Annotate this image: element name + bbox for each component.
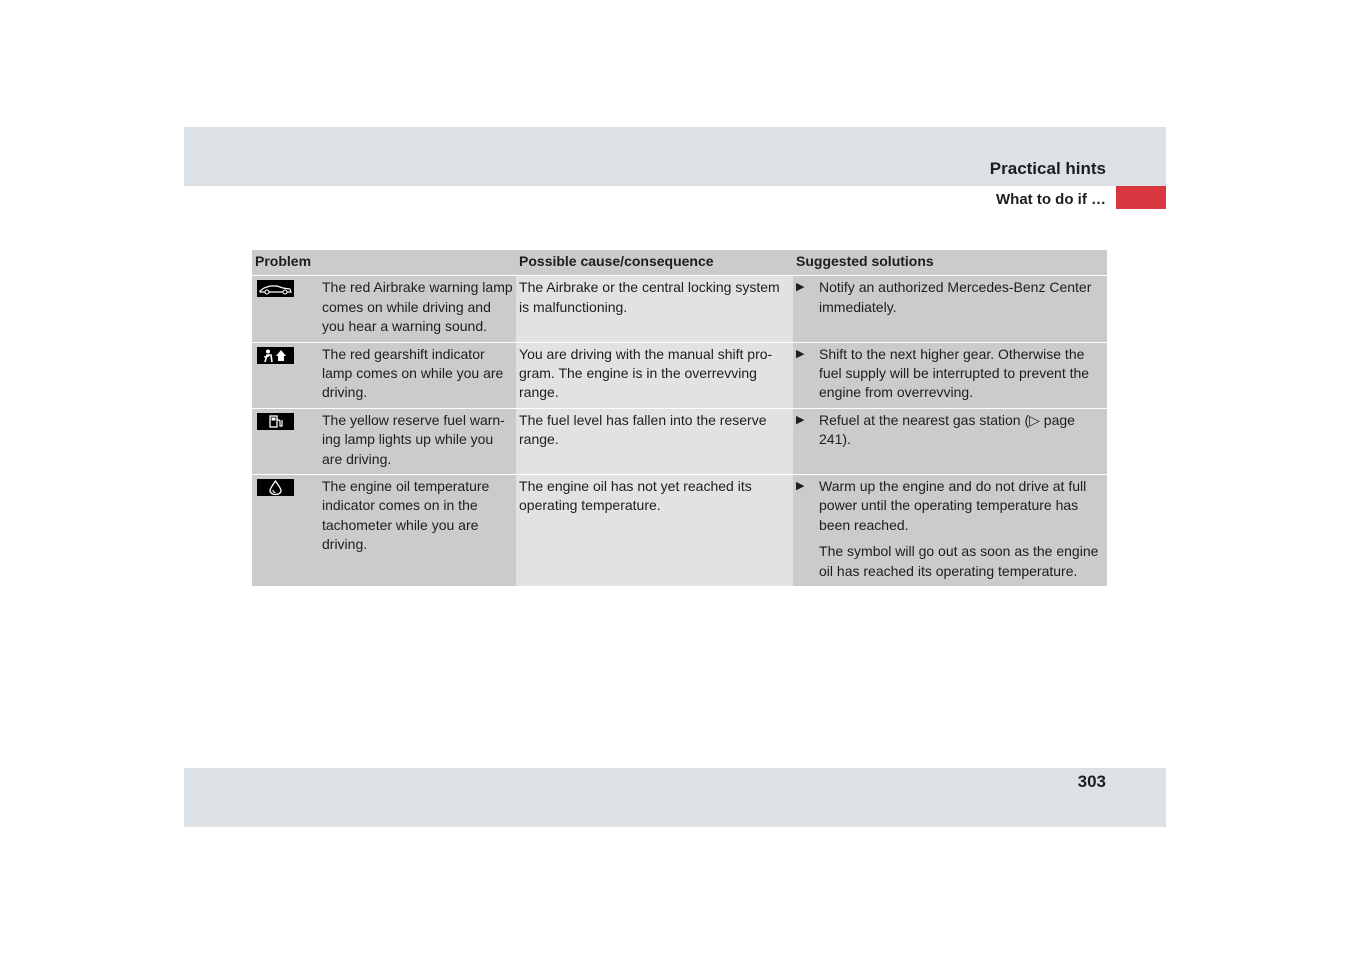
bullet-arrow-icon: ▶ xyxy=(796,413,805,426)
footer-band xyxy=(184,768,1166,827)
airbrake-warning-icon xyxy=(257,280,294,297)
solution-cell xyxy=(793,276,1107,342)
table-header-row xyxy=(252,250,1107,276)
problem-text: The engine oil temperature indicator comes on in the tachometer while you are driving. xyxy=(319,475,516,587)
table-row xyxy=(252,276,1107,342)
troubleshooting-table xyxy=(252,250,1107,586)
icon-cell xyxy=(252,408,319,474)
solution-cell xyxy=(793,475,1107,587)
solution-cell xyxy=(793,342,1107,408)
column-header-solutions: Suggested solutions xyxy=(793,250,1107,276)
page-number: 303 xyxy=(1077,772,1106,791)
icon-cell xyxy=(252,342,319,408)
icon-cell xyxy=(252,475,319,587)
cause-text: You are driving with the manual shift pro-gram. The engine is in the overrevving range. xyxy=(516,342,793,408)
column-header-cause: Possible cause/consequence xyxy=(516,250,793,276)
gearshift-indicator-icon xyxy=(257,347,294,364)
bullet-arrow-icon: ▶ xyxy=(796,281,805,294)
cause-text: The Airbrake or the central locking system is malfunctioning. xyxy=(516,276,793,342)
table-row xyxy=(252,475,1107,587)
icon-cell xyxy=(252,276,319,342)
bullet-arrow-icon: ▶ xyxy=(796,347,805,360)
oil-temperature-icon xyxy=(257,479,294,496)
solution-text: Notify an authorized Mercedes-Benz Center immediately. xyxy=(819,279,1092,315)
problem-text: The yellow reserve fuel warn-ing lamp lights up while you are driving. xyxy=(319,408,516,474)
solution-cell xyxy=(793,408,1107,474)
column-header-problem: Problem xyxy=(252,250,516,276)
reserve-fuel-icon xyxy=(257,413,294,430)
section-title: Practical hints xyxy=(989,159,1106,178)
subsection-title: What to do if … xyxy=(996,191,1106,208)
bullet-arrow-icon: ▶ xyxy=(796,480,805,493)
cause-text: The engine oil has not yet reached its operating temperature. xyxy=(516,475,793,587)
problem-text: The red Airbrake warning lamp comes on while driving and you hear a warning sound. xyxy=(319,276,516,342)
solution-text: Shift to the next higher gear. Otherwise the fuel supply will be interrupted to prevent the engine from overrevving. xyxy=(819,345,1090,401)
solution-note: The symbol will go out as soon as the engine oil has reached its operating temperature. xyxy=(819,543,1099,579)
section-marker-tab xyxy=(1116,186,1166,209)
problem-text: The red gearshift indicator lamp comes on while you are driving. xyxy=(319,342,516,408)
solution-text: Warm up the engine and do not drive at full power until the operating temperature has been reached. xyxy=(819,478,1087,533)
table-row xyxy=(252,408,1107,474)
table-row xyxy=(252,342,1107,408)
cause-text: The fuel level has fallen into the reserve range. xyxy=(516,408,793,474)
solution-text: Refuel at the nearest gas station (▷ page 241). xyxy=(819,411,1075,448)
